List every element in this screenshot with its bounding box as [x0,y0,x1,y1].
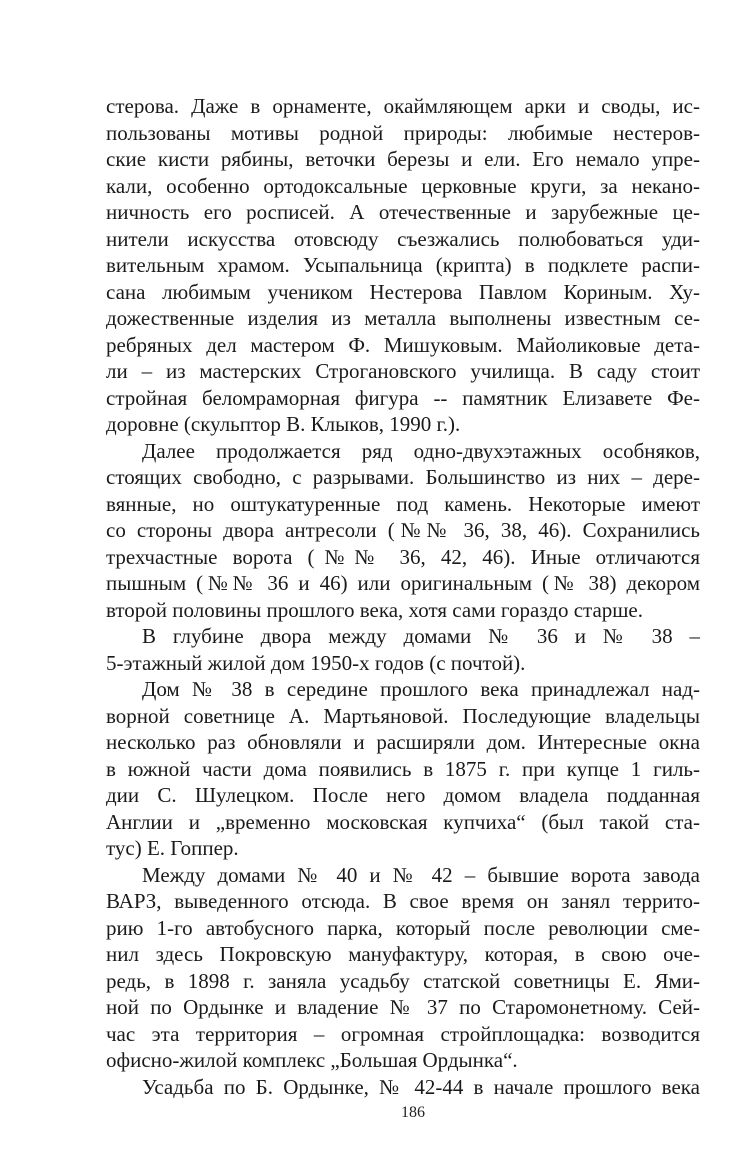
book-page [106,93,700,1122]
text-line: стерова. Даже в орнаменте, окаймляющем арки и своды, ис- [106,94,700,118]
paragraph [106,676,700,862]
paragraph [106,862,700,1074]
text-line: в южной части дома появились в 1875 г. при купце 1 гиль- [106,756,700,781]
text-line: Дом № 38 в середине прошлого века принадлежал над- [142,677,700,701]
text-line: Англии и „временно московская купчиха“ (был такой ста- [106,809,700,834]
text-line: ли – из мастерских Строгановского училища. В саду стоит [106,359,700,383]
text-line: пользованы мотивы родной природы: любимые нестеров- [106,120,700,145]
text-line: ВАРЗ, выведенного отсюда. В свое время он занял террито- [106,889,700,913]
text-line: Между домами № 40 и № 42 – бывшие ворота завода [142,862,700,887]
text-line: трехчастные ворота (№№ 36, 42, 46). Иные отличаются [106,544,700,569]
text-line: Усадьба по Б. Ордынке, № 42-44 в начале прошлого века [142,1074,700,1099]
text-line: нил здесь Покровскую мануфактуру, которая, в свою оче- [106,942,700,966]
text-line: нители искусства отовсюду съезжались полюбоваться уди- [106,226,700,251]
text-line: несколько раз обновляли и расширяли дом. Интересные окна [106,730,700,754]
paragraph [106,623,700,676]
book-page-text [106,93,700,1100]
text-line: ничность его росписей. А отечественные и зарубежные це- [106,200,700,224]
text-line: пышным (№№ 36 и 46) или оригинальным (№ 38) декором [106,571,700,595]
text-line: 5-этажный жилой дом 1950-х годов (с почтой). [106,650,526,675]
text-line: ские кисти рябины, веточки березы и ели. Его немало упре- [106,147,700,171]
text-line: стройная беломраморная фигура -- памятник Елизавете Фе- [106,385,700,410]
paragraph [106,1074,700,1101]
text-line: ворной советнице А. Мартьяновой. Последующие владельцы [106,703,700,728]
text-line: дии С. Шулецком. После него домом владела подданная [106,783,700,807]
text-line: доровне (скульптор В. Клыков, 1990 г.). [106,412,461,436]
text-line: редь, в 1898 г. заняла усадьбу статской советницы Е. Ями- [106,968,700,993]
text-line: вительным храмом. Усыпальница (крипта) в подклете распи- [106,253,700,277]
text-line: тус) Е. Гоппер. [106,836,239,860]
text-line: дожественные изделия из металла выполнены известным се- [106,306,700,330]
text-line: сана любимым учеником Нестерова Павлом Кориным. Ху- [106,279,700,304]
text-line: офисно-жилой комплекс „Большая Ордынка“. [106,1048,518,1072]
text-line: со стороны двора антресоли (№№ 36, 38, 46). Сохранились [106,518,700,542]
text-line: стоящих свободно, с разрывами. Большинство из них – дере- [106,465,700,489]
text-line: кали, особенно ортодоксальные церковные круги, за некано- [106,173,700,198]
text-line: В глубине двора между домами № 36 и № 38 – [142,624,700,648]
text-line: рию 1-го автобусного парка, который после революции сме- [106,915,700,940]
text-line: Далее продолжается ряд одно-двухэтажных особняков, [142,438,700,463]
text-line: вянные, но оштукатуренные под камень. Некоторые имеют [106,491,700,516]
text-line: ребряных дел мастером Ф. Мишуковым. Майоликовые дета- [106,332,700,357]
text-line: второй половины прошлого века, хотя сами гораздо старше. [106,597,644,622]
text-line: ной по Ордынке и владение № 37 по Старомонетному. Сей- [106,995,700,1019]
text-line: час эта территория – огромная стройплощадка: возводится [106,1021,700,1046]
page-number: 186 [401,1104,425,1121]
paragraph [106,438,700,624]
paragraph [106,93,700,438]
